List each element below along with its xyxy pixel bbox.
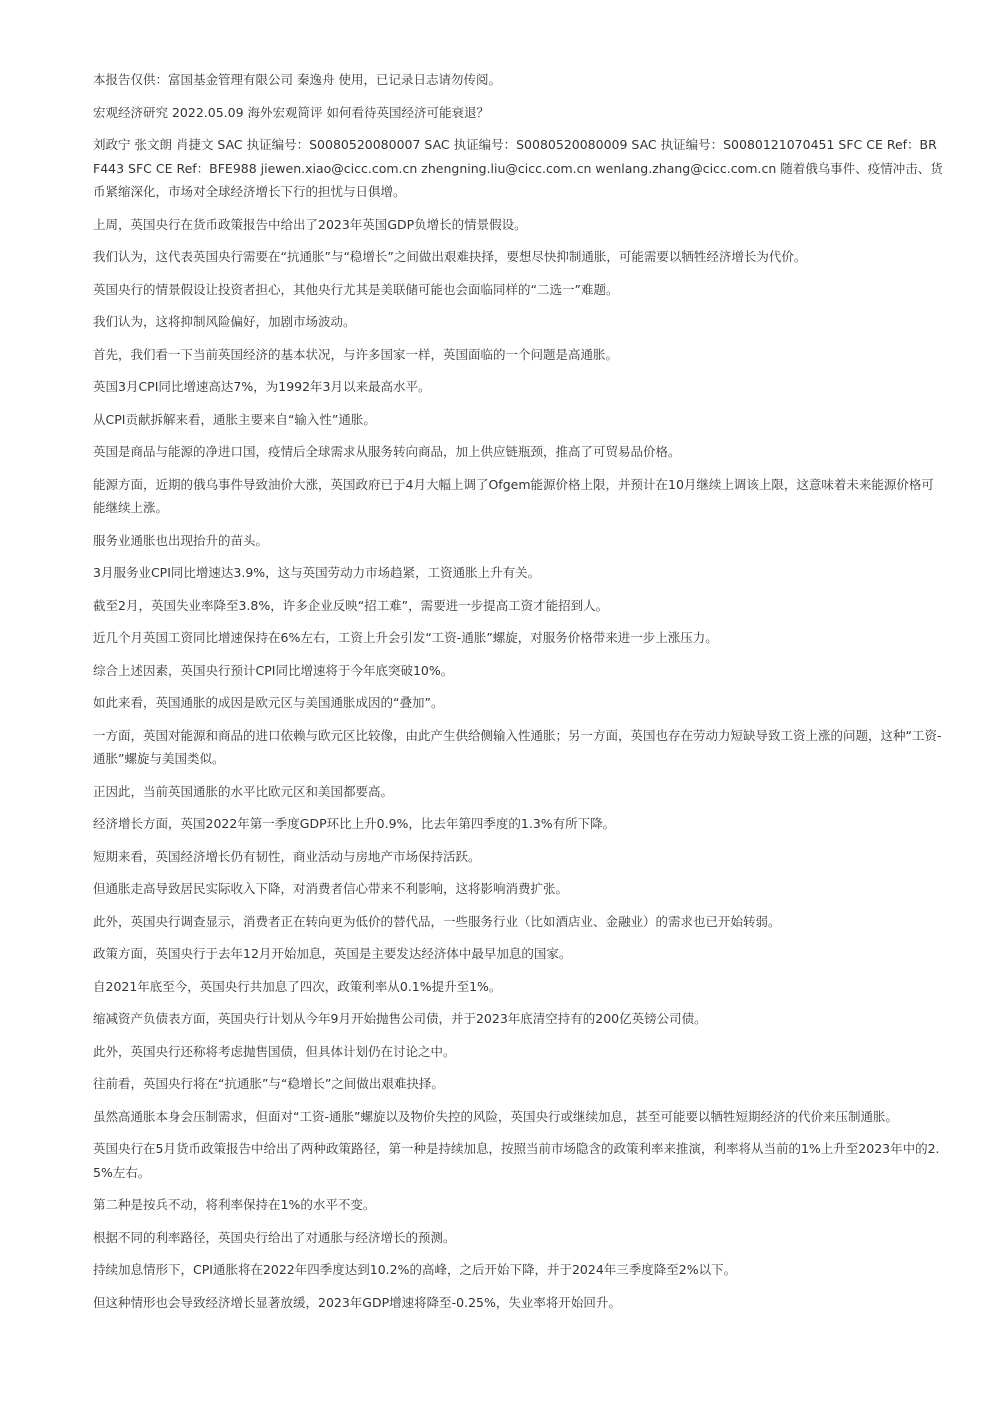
paragraph: 英国是商品与能源的净进口国，疫情后全球需求从服务转向商品，加上供应链瓶颈，推高了可贸易品价格。 bbox=[93, 444, 681, 459]
paragraph: 第二种是按兵不动，将利率保持在1%的水平不变。 bbox=[93, 1197, 376, 1212]
paragraph: 缩减资产负债表方面，英国央行计划从今年9月开始抛售公司债，并于2023年底清空持有的200亿英镑公司债。 bbox=[93, 1011, 707, 1026]
paragraph: 近几个月英国工资同比增速保持在6%左右，工资上升会引发“工资-通胀”螺旋，对服务价格带来进一步上涨压力。 bbox=[93, 630, 718, 645]
paragraph: 服务业通胀也出现抬升的苗头。 bbox=[93, 532, 269, 548]
paragraph: 英国央行的情景假设让投资者担心，其他央行尤其是美联储可能也会面临同样的“二选一”难题。 bbox=[93, 281, 619, 297]
paragraph: 持续加息情形下，CPI通胀将在2022年四季度达到10.2%的高峰，之后开始下降，并于2024年三季度降至2%以下。 bbox=[93, 1262, 737, 1277]
document-body bbox=[93, 68, 943, 1323]
paragraph: 我们认为，这将抑制风险偏好，加剧市场波动。 bbox=[93, 314, 356, 329]
paragraph: 首先，我们看一下当前英国经济的基本状况，与许多国家一样，英国面临的一个问题是高通胀。 bbox=[93, 346, 619, 362]
paragraph: 经济增长方面，英国2022年第一季度GDP环比上升0.9%，比去年第四季度的1.3%有所下降。 bbox=[93, 816, 616, 831]
paragraph: 我们认为，这代表英国央行需要在“抗通胀”与“稳增长”之间做出艰难抉择，要想尽快抑制通胀，可能需要以牺牲经济增长为代价。 bbox=[93, 249, 807, 264]
authors-paragraph: 刘政宁 张文朗 肖捷文 SAC 执证编号：S0080520080007 SAC 执证编号：S0080520080009 SAC 执证编号：S0080121070451 SFC CE Ref：BRF443 SFC CE Ref：BFE988 jiewen.xiao@cicc.com.cn zhengning.liu@cicc.com.cn wenlang.zhang@cicc.com.cn 随着俄乌事件、疫情冲击、货币紧缩深化，市场对全球经济增长下行的担忧与日俱增。 bbox=[93, 137, 943, 199]
paragraph: 往前看，英国央行将在“抗通胀”与“稳增长”之间做出艰难抉择。 bbox=[93, 1076, 444, 1091]
report-title: 宏观经济研究 2022.05.09 海外宏观简评 如何看待英国经济可能衰退？ bbox=[93, 104, 489, 120]
paragraph: 如此来看，英国通胀的成因是欧元区与美国通胀成因的“叠加”。 bbox=[93, 695, 444, 710]
paragraph: 从CPI贡献拆解来看，通胀主要来自“输入性”通胀。 bbox=[93, 411, 376, 427]
paragraph: 短期来看，英国经济增长仍有韧性，商业活动与房地产市场保持活跃。 bbox=[93, 848, 481, 864]
paragraph: 英国央行在5月货币政策报告中给出了两种政策路径，第一种是持续加息，按照当前市场隐含的政策利率来推演，利率将从当前的1%上升至2023年中的2.5%左右。 bbox=[93, 1141, 940, 1180]
paragraph: 英国3月CPI同比增速高达7%，为1992年3月以来最高水平。 bbox=[93, 379, 431, 394]
paragraph: 3月服务业CPI同比增速达3.9%，这与英国劳动力市场趋紧，工资通胀上升有关。 bbox=[93, 565, 541, 580]
paragraph: 但通胀走高导致居民实际收入下降，对消费者信心带来不利影响，这将影响消费扩张。 bbox=[93, 881, 569, 896]
paragraph: 综合上述因素，英国央行预计CPI同比增速将于今年底突破10%。 bbox=[93, 662, 454, 678]
paragraph: 虽然高通胀本身会压制需求，但面对“工资-通胀”螺旋以及物价失控的风险，英国央行或继续加息，甚至可能要以牺牲短期经济的代价来压制通胀。 bbox=[93, 1108, 898, 1124]
paragraph: 一方面，英国对能源和商品的进口依赖与欧元区比较像，由此产生供给侧输入性通胀；另一方面，英国也存在劳动力短缺导致工资上涨的问题，这种“工资-通胀”螺旋与美国类似。 bbox=[93, 727, 942, 766]
paragraph: 但这种情形也会导致经济增长显著放缓，2023年GDP增速将降至-0.25%，失业率将开始回升。 bbox=[93, 1294, 621, 1310]
paragraph: 能源方面，近期的俄乌事件导致油价大涨，英国政府已于4月大幅上调了Ofgem能源价格上限，并预计在10月继续上调该上限，这意味着未来能源价格可能继续上涨。 bbox=[93, 476, 934, 515]
paragraph: 根据不同的利率路径，英国央行给出了对通胀与经济增长的预测。 bbox=[93, 1229, 456, 1245]
paragraph: 自2021年底至今，英国央行共加息了四次，政策利率从0.1%提升至1%。 bbox=[93, 978, 502, 994]
paragraph: 截至2月，英国失业率降至3.8%，许多企业反映“招工难”，需要进一步提高工资才能招到人。 bbox=[93, 597, 609, 613]
paragraph: 正因此，当前英国通胀的水平比欧元区和美国都要高。 bbox=[93, 783, 394, 799]
paragraph: 此外，英国央行还称将考虑抛售国债，但具体计划仍在讨论之中。 bbox=[93, 1043, 456, 1059]
paragraph: 上周，英国央行在货币政策报告中给出了2023年英国GDP负增长的情景假设。 bbox=[93, 216, 527, 232]
watermark-notice: 本报告仅供：富国基金管理有限公司 秦逸舟 使用，已记录日志请勿传阅。 bbox=[93, 72, 501, 87]
paragraph: 此外，英国央行调查显示，消费者正在转向更为低价的替代品，一些服务行业（比如酒店业、金融业）的需求也已开始转弱。 bbox=[93, 913, 781, 929]
paragraph: 政策方面，英国央行于去年12月开始加息，英国是主要发达经济体中最早加息的国家。 bbox=[93, 946, 572, 961]
